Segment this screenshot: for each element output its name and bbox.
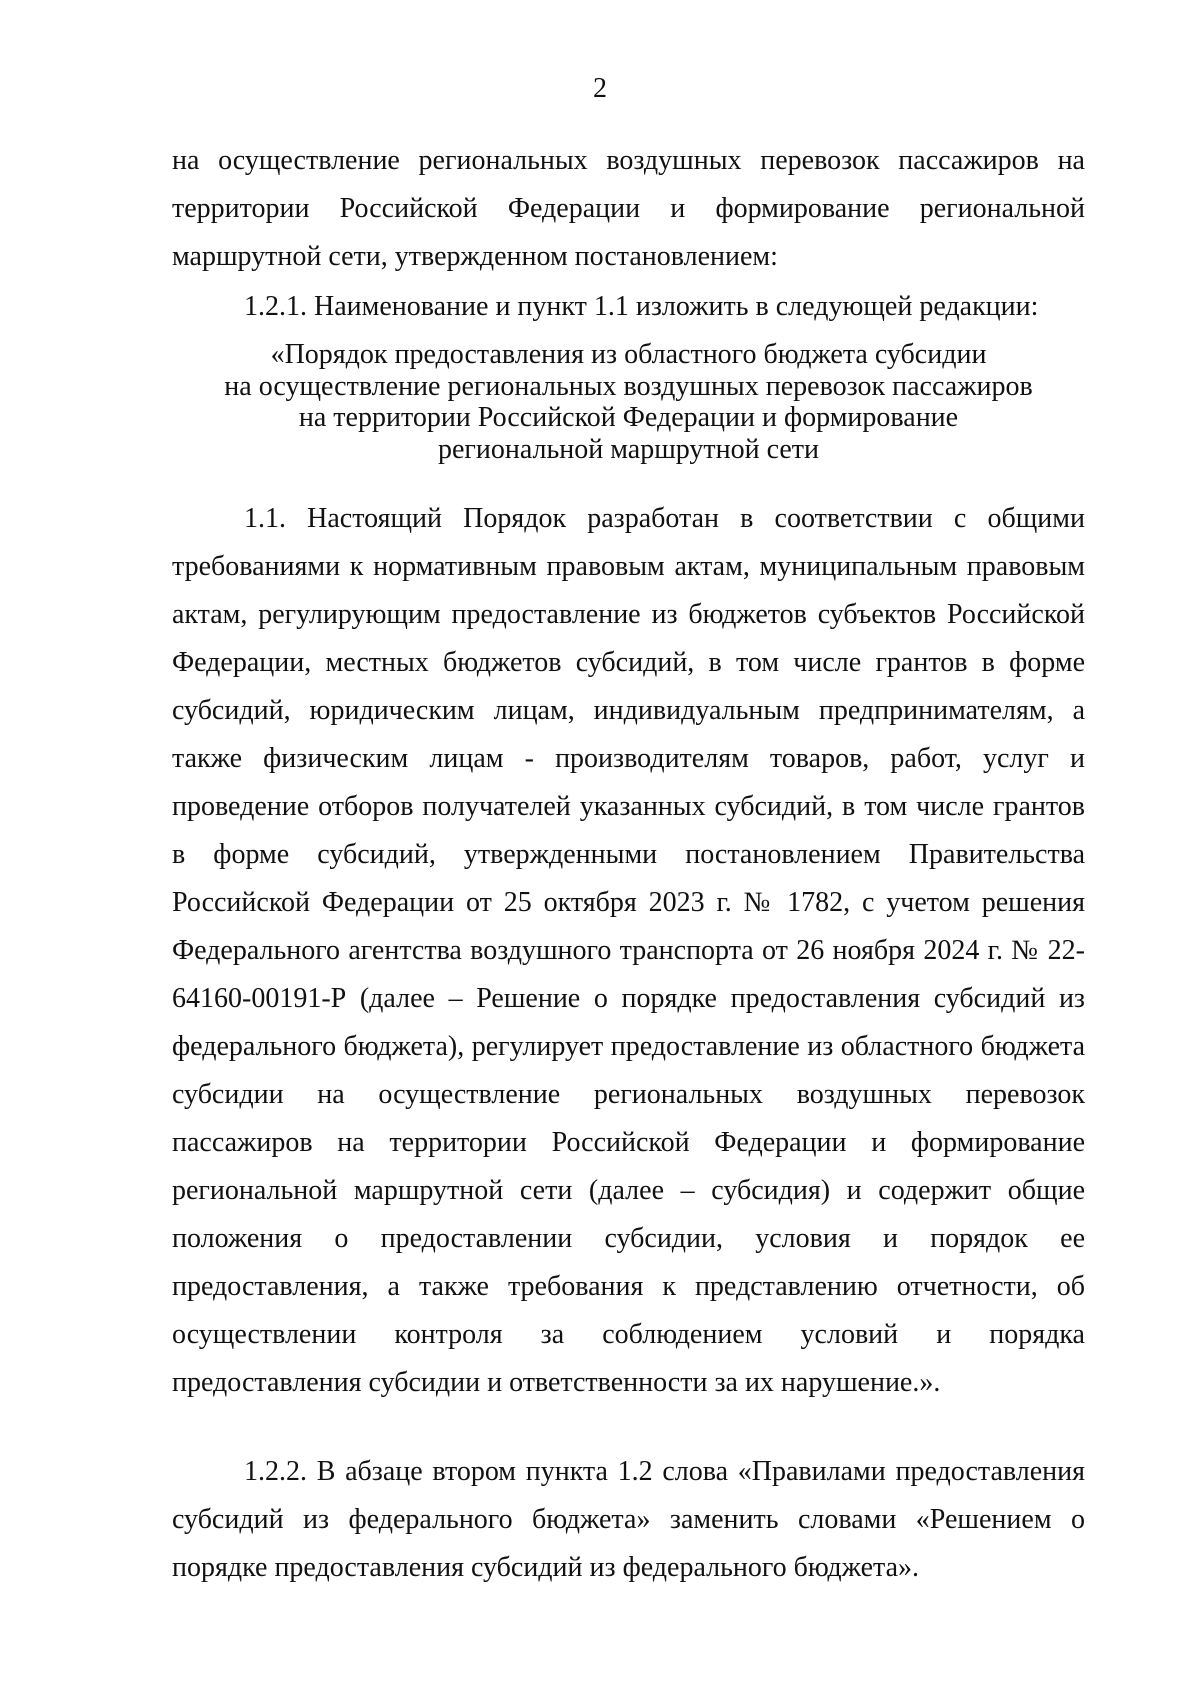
item-1-1-paragraph: 1.1. Настоящий Порядок разработан в соответствии с общими требованиями к нормативным правовым актам, муниципальным правовым актам, регулирующим предоставление из бюджетов субъектов Российской Федерации, местных бюджетов субсидий, в том числе грантов в форме субсидий, юридическим лицам, индивидуальным предпринимателям, а также физическим лицам - производителям товаров, работ, услуг и проведение отборов получателей указанных субсидий, в том числе грантов в форме субсидий, утвержденными постановлением Правительства Российской Федерации от 25 октября 2023 г. № 1782, с учетом решения Федерального агентства воздушного транспорта от 26 ноября 2024 г. № 22-64160-00191-Р (далее – Решение о порядке предоставления субсидий из федерального бюджета), регулирует предоставление из областного бюджета субсидии на осуществление региональных воздушных перевозок пассажиров на территории Российской Федерации и формирование региональной маршрутной сети (далее – субсидия) и содержит общие положения о предоставлении субсидии, условия и порядок ее предоставления, а также требования к представлению отчетности, об осуществлении контроля за соблюдением условий и порядка предоставления субсидии и ответственности за их нарушение.».	[172, 503, 1085, 1398]
new-document-title	[172, 339, 1085, 465]
title-line-2: на осуществление региональных воздушных перевозок пассажиров	[224, 370, 1033, 402]
page-number: 2	[593, 73, 607, 104]
title-line-3: на территории Российской Федерации и формирование	[298, 402, 959, 433]
item-1-2-2-paragraph: 1.2.2. В абзаце втором пункта 1.2 слова «Правилами предоставления субсидий из федерального бюджета» заменить словами «Решением о порядке предоставления субсидий из федерального бюджета».	[172, 1456, 1085, 1583]
item-1-2-1-paragraph: 1.2.1. Наименование и пункт 1.1 изложить в следующей редакции:	[244, 291, 1039, 322]
item-1-1-block	[172, 495, 1085, 1407]
title-line-1: «Порядок предоставления из областного бюджета субсидии	[270, 339, 987, 370]
item-1-2-2-block	[172, 1448, 1085, 1592]
title-line-4: региональной маршрутной сети	[437, 433, 820, 465]
intro-paragraph: на осуществление региональных воздушных перевозок пассажиров на территории Российской Федерации и формирование региональной маршрутной сети, утвержденном постановлением:	[172, 145, 1085, 272]
intro-paragraph-block	[172, 137, 1085, 281]
item-1-2-1-block	[172, 283, 1085, 331]
